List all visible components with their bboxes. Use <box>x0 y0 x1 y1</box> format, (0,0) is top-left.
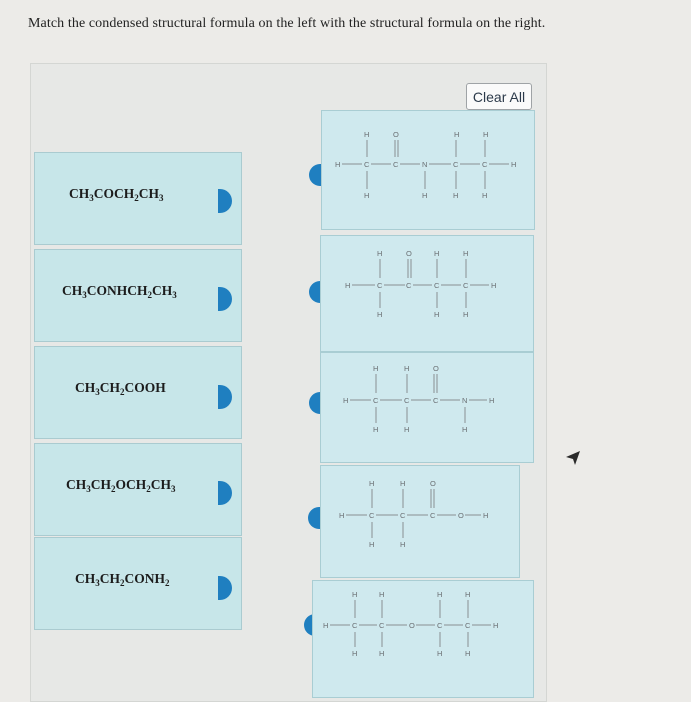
svg-text:H: H <box>369 479 375 488</box>
svg-text:O: O <box>406 249 412 258</box>
svg-text:H: H <box>434 249 440 258</box>
svg-text:C: C <box>369 511 375 520</box>
svg-text:H: H <box>352 649 358 658</box>
svg-text:H: H <box>345 281 351 290</box>
svg-text:H: H <box>454 130 460 139</box>
svg-text:H: H <box>462 425 468 434</box>
svg-text:C: C <box>406 281 412 290</box>
svg-text:C: C <box>364 160 370 169</box>
svg-text:N: N <box>462 396 468 405</box>
svg-text:O: O <box>430 479 436 488</box>
structural-formula-5 <box>313 581 535 699</box>
structural-formula-2 <box>321 236 535 353</box>
svg-text:C: C <box>377 281 383 290</box>
structure-answer-1[interactable] <box>321 110 535 230</box>
instruction-text: Match the condensed structural formula on the left with the structural formula on the right. <box>28 16 546 31</box>
svg-text:C: C <box>453 160 459 169</box>
svg-text:H: H <box>491 281 497 290</box>
svg-text:H: H <box>379 590 385 599</box>
svg-text:H: H <box>335 160 341 169</box>
svg-text:H: H <box>339 511 345 520</box>
structure-answer-2[interactable] <box>320 235 534 352</box>
svg-text:H: H <box>483 511 489 520</box>
svg-text:H: H <box>364 130 370 139</box>
svg-text:H: H <box>437 590 443 599</box>
svg-text:H: H <box>482 191 488 200</box>
svg-text:H: H <box>379 649 385 658</box>
svg-text:H: H <box>453 191 459 200</box>
structure-answer-3[interactable] <box>320 352 534 463</box>
svg-text:O: O <box>433 364 439 373</box>
prompt-item[interactable] <box>34 537 242 630</box>
structural-formula-4 <box>321 466 521 579</box>
prompt-item[interactable] <box>34 443 242 536</box>
svg-text:C: C <box>379 621 385 630</box>
svg-text:C: C <box>373 396 379 405</box>
svg-text:H: H <box>465 590 471 599</box>
svg-text:H: H <box>434 310 440 319</box>
prompt-formula: $CH_3CONHCH_2CH_3$ <box>62 283 177 300</box>
svg-text:O: O <box>409 621 415 630</box>
svg-text:N: N <box>422 160 428 169</box>
svg-text:H: H <box>404 364 410 373</box>
svg-text:C: C <box>430 511 436 520</box>
structure-answer-5[interactable] <box>312 580 534 698</box>
svg-text:H: H <box>377 249 383 258</box>
svg-text:H: H <box>511 160 517 169</box>
svg-text:H: H <box>400 479 406 488</box>
clear-all-button[interactable]: Clear All <box>466 83 532 110</box>
svg-text:H: H <box>483 130 489 139</box>
structural-formula-1 <box>322 111 536 231</box>
svg-text:H: H <box>404 425 410 434</box>
structure-answer-4[interactable] <box>320 465 520 578</box>
svg-text:C: C <box>463 281 469 290</box>
svg-text:H: H <box>400 540 406 549</box>
svg-text:H: H <box>463 310 469 319</box>
svg-text:H: H <box>323 621 329 630</box>
svg-text:H: H <box>437 649 443 658</box>
svg-text:H: H <box>373 364 379 373</box>
prompt-formula: $CH_3COCH_2CH_3$ <box>69 186 164 203</box>
svg-text:C: C <box>404 396 410 405</box>
svg-text:C: C <box>352 621 358 630</box>
svg-text:H: H <box>369 540 375 549</box>
svg-text:C: C <box>393 160 399 169</box>
svg-text:H: H <box>364 191 370 200</box>
prompt-formula: $CH_3CH_2OCH_2CH_3$ <box>66 477 176 494</box>
svg-text:C: C <box>400 511 406 520</box>
svg-text:C: C <box>465 621 471 630</box>
svg-text:H: H <box>465 649 471 658</box>
svg-text:H: H <box>463 249 469 258</box>
structural-formula-3 <box>321 353 535 464</box>
svg-text:H: H <box>352 590 358 599</box>
svg-text:H: H <box>373 425 379 434</box>
svg-text:H: H <box>493 621 499 630</box>
mouse-cursor-icon <box>566 451 580 465</box>
svg-text:H: H <box>489 396 495 405</box>
svg-text:O: O <box>458 511 464 520</box>
svg-text:C: C <box>434 281 440 290</box>
prompt-item[interactable] <box>34 346 242 439</box>
svg-text:O: O <box>393 130 399 139</box>
prompt-item[interactable] <box>34 249 242 342</box>
svg-text:H: H <box>343 396 349 405</box>
prompt-formula: $CH_3CH_2CONH_2$ <box>75 571 170 588</box>
svg-text:C: C <box>482 160 488 169</box>
svg-text:H: H <box>422 191 428 200</box>
prompt-item[interactable] <box>34 152 242 245</box>
prompt-formula: $CH_3CH_2COOH$ <box>75 380 166 397</box>
svg-text:C: C <box>433 396 439 405</box>
svg-text:C: C <box>437 621 443 630</box>
svg-text:H: H <box>377 310 383 319</box>
